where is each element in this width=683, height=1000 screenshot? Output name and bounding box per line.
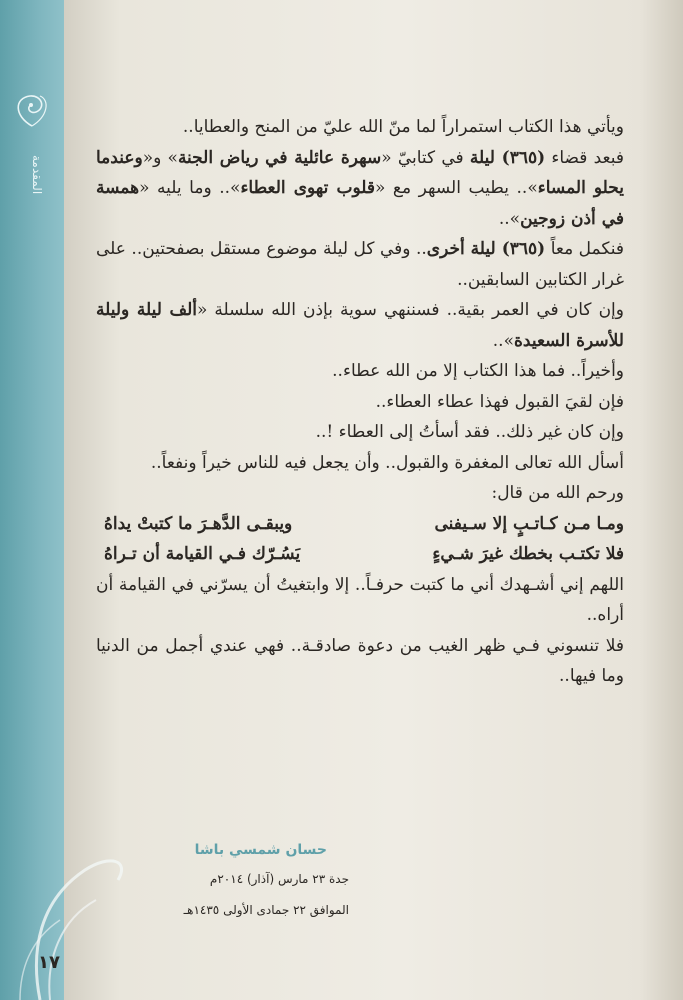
paragraph: وإن كان في العمر بقية.. فسننهي سوية بإذن الله سلسلة «ألف ليلة وليلة للأسرة السعيدة».. [96,300,624,351]
paragraph: ورحم الله من قال: [491,483,624,503]
author-name: حسان شمسي باشا [194,842,327,858]
paragraph: اللهم إني أشـهدك أني ما كتبت حرفـاً.. إلا وابتغيتُ أن يسرّني في القيامة أن أراه.. [96,574,624,625]
date-gregorian: جدة ٢٣ مارس (آذار) ٢٠١٤م [209,872,349,886]
date-hijri: الموافق ٢٢ جمادى الأولى ١٤٣٥هـ [183,903,349,917]
verse-first-hemistich: ومـا مـن كـاتـبٍ إلا سـيفنى [434,513,624,534]
verse-first-hemistich: فلا تكتـب بخطك غيرَ شـيءٍ [432,544,624,564]
main-text [96,112,624,692]
verse-second-hemistich: يَسُـرّك فـي القيامة أن تـراهُ [104,544,301,564]
paragraph: وأخيراً.. فما هذا الكتاب إلا من الله عطاء.. [332,361,624,381]
paragraph: أسأل الله تعالى المغفرة والقبول.. وأن يجعل فيه للناس خيراً ونفعاً.. [150,452,624,473]
paragraph: فنكمل معاً (٣٦٥) ليلة أخرى.. وفي كل ليلة موضوع مستقل بصفحتين.. على غرار الكتابين السابقين.. [96,239,624,290]
paragraph: فبعد قضاء (٣٦٥) ليلة في كتابيّ «سهرة عائلية في رياض الجنة» و«وعندما يحلو المساء».. يطيب السهر مع «قلوب تهوى العطاء».. وما يليه «همسة في أذن زوجين».. [96,147,625,229]
verse-second-hemistich: ويبقـى الدَّهـرَ ما كتبتْ يداهُ [104,513,293,534]
poem-verse [96,509,624,540]
paragraph: فإن لقيَ القبول فهذا عطاء العطاء.. [375,391,624,412]
chapter-label: المقدمة [30,155,44,195]
page-number: ١٧ [38,952,60,973]
paragraph: وإن كان غير ذلك.. فقد أسأتُ إلى العطاء !.. [315,422,624,442]
paragraph: فلا تنسوني فـي ظهر الغيب من دعوة صادقـة.. فهي عندي أجمل من الدنيا وما فيها.. [96,635,624,686]
decorative-swirl-icon [0,800,140,1000]
poem-verse [96,539,624,570]
swirl-ornament-icon [8,86,56,134]
paragraph: ويأتي هذا الكتاب استمراراً لما منّ الله عليّ من المنح والعطايا.. [182,117,624,137]
